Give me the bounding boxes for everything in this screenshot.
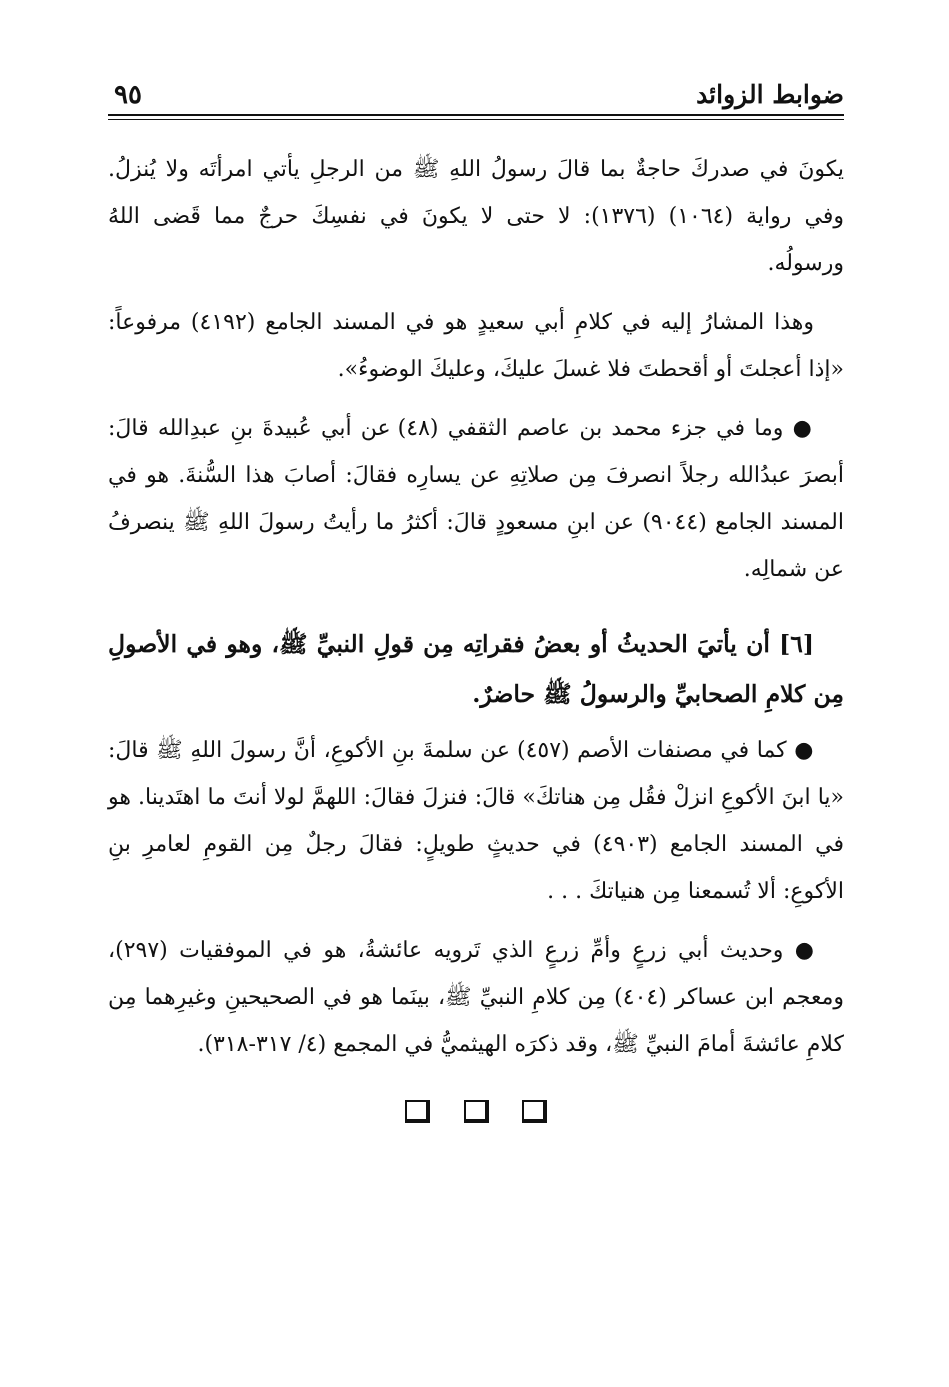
page-header bbox=[108, 70, 844, 114]
body-text bbox=[108, 146, 844, 1080]
section-heading-6: [٦] أن يأتيَ الحديثُ أو بعضُ فقراتِه مِن قولِ النبيِّ ﷺ، وهو في الأصولِ مِن كلامِ الصحابيِّ والرسولُ ﷺ حاضرٌ. bbox=[108, 630, 844, 708]
paragraph-asamm: ● كما في مصنفات الأصم (٤٥٧) عن سلمةَ بنِ الأكوعِ، أنَّ رسولَ اللهِ ﷺ قالَ: «يا ابنَ الأكوعِ انزلْ فقُل مِن هناتكَ» قالَ: فنزلَ فقالَ: اللهمَّ لولا أنتَ ما اهتَدينا. هو في المسند الجامع (٤٩٠٣) في حديثٍ طويلٍ: فقالَ رجلٌ مِن القومِ لعامرِ بنِ الأكوعِ: ألا تُسمعنا مِن هنياتكَ . . . bbox=[108, 738, 844, 904]
ornament-box-icon bbox=[522, 1100, 547, 1123]
running-title: ضوابط الزوائد bbox=[696, 80, 844, 109]
ornament-box-icon bbox=[405, 1100, 430, 1123]
paragraph-umm-zar: ● وحديث أبي زرعٍ وأمِّ زرعٍ الذي تَرويه عائشةُ، هو في الموفقيات (٢٩٧)، ومعجم ابن عساكر (٤٠٤) مِن كلامِ النبيِّ ﷺ، بينَما هو في الصحيحينِ وغيرِهما مِن كلامِ عائشةَ أمامَ النبيِّ ﷺ، وقد ذكرَه الهيثميُّ في المجمع (٤/ ٣١٧-٣١٨). bbox=[108, 938, 844, 1057]
header-rule-thin bbox=[108, 119, 844, 120]
paragraph-continuation: يكونَ في صدركَ حاجةٌ بما قالَ رسولُ اللهِ ﷺ من الرجلِ يأتي امرأتَه ولا يُنزلُ. وفي رواية (١٠٦٤) (١٣٧٦): لا حتى لا يكونَ في نفسِكَ حرجٌ مما قَضى اللهُ ورسولُه. bbox=[108, 157, 844, 276]
paragraph-thaqafi: ● وما في جزء محمد بن عاصم الثقفي (٤٨) عن أبي عُبيدةَ بنِ عبدِالله قالَ: أبصرَ عبدُالله رجلاً انصرفَ مِن صلاتِهِ عن يسارِه فقالَ: أصابَ هذا السُّنةَ. هو في المسند الجامع (٩٠٤٤) عن ابنِ مسعودٍ قالَ: أكثرُ ما رأيتُ رسولَ اللهِ ﷺ ينصرفُ عن شمالِه. bbox=[108, 416, 845, 582]
section-end-ornament bbox=[108, 1100, 844, 1123]
ornament-box-icon bbox=[464, 1100, 489, 1123]
header-rule-thick bbox=[108, 114, 844, 116]
paragraph-abu-said: وهذا المشارُ إليه في كلامِ أبي سعيدٍ هو في المسند الجامع (٤١٩٢) مرفوعاً: «إذا أعجلتَ أو أقحطتَ فلا غسلَ عليكَ، وعليكَ الوضوءُ». bbox=[108, 310, 844, 382]
page-number: ٩٥ bbox=[114, 80, 142, 110]
book-page bbox=[108, 70, 844, 1360]
